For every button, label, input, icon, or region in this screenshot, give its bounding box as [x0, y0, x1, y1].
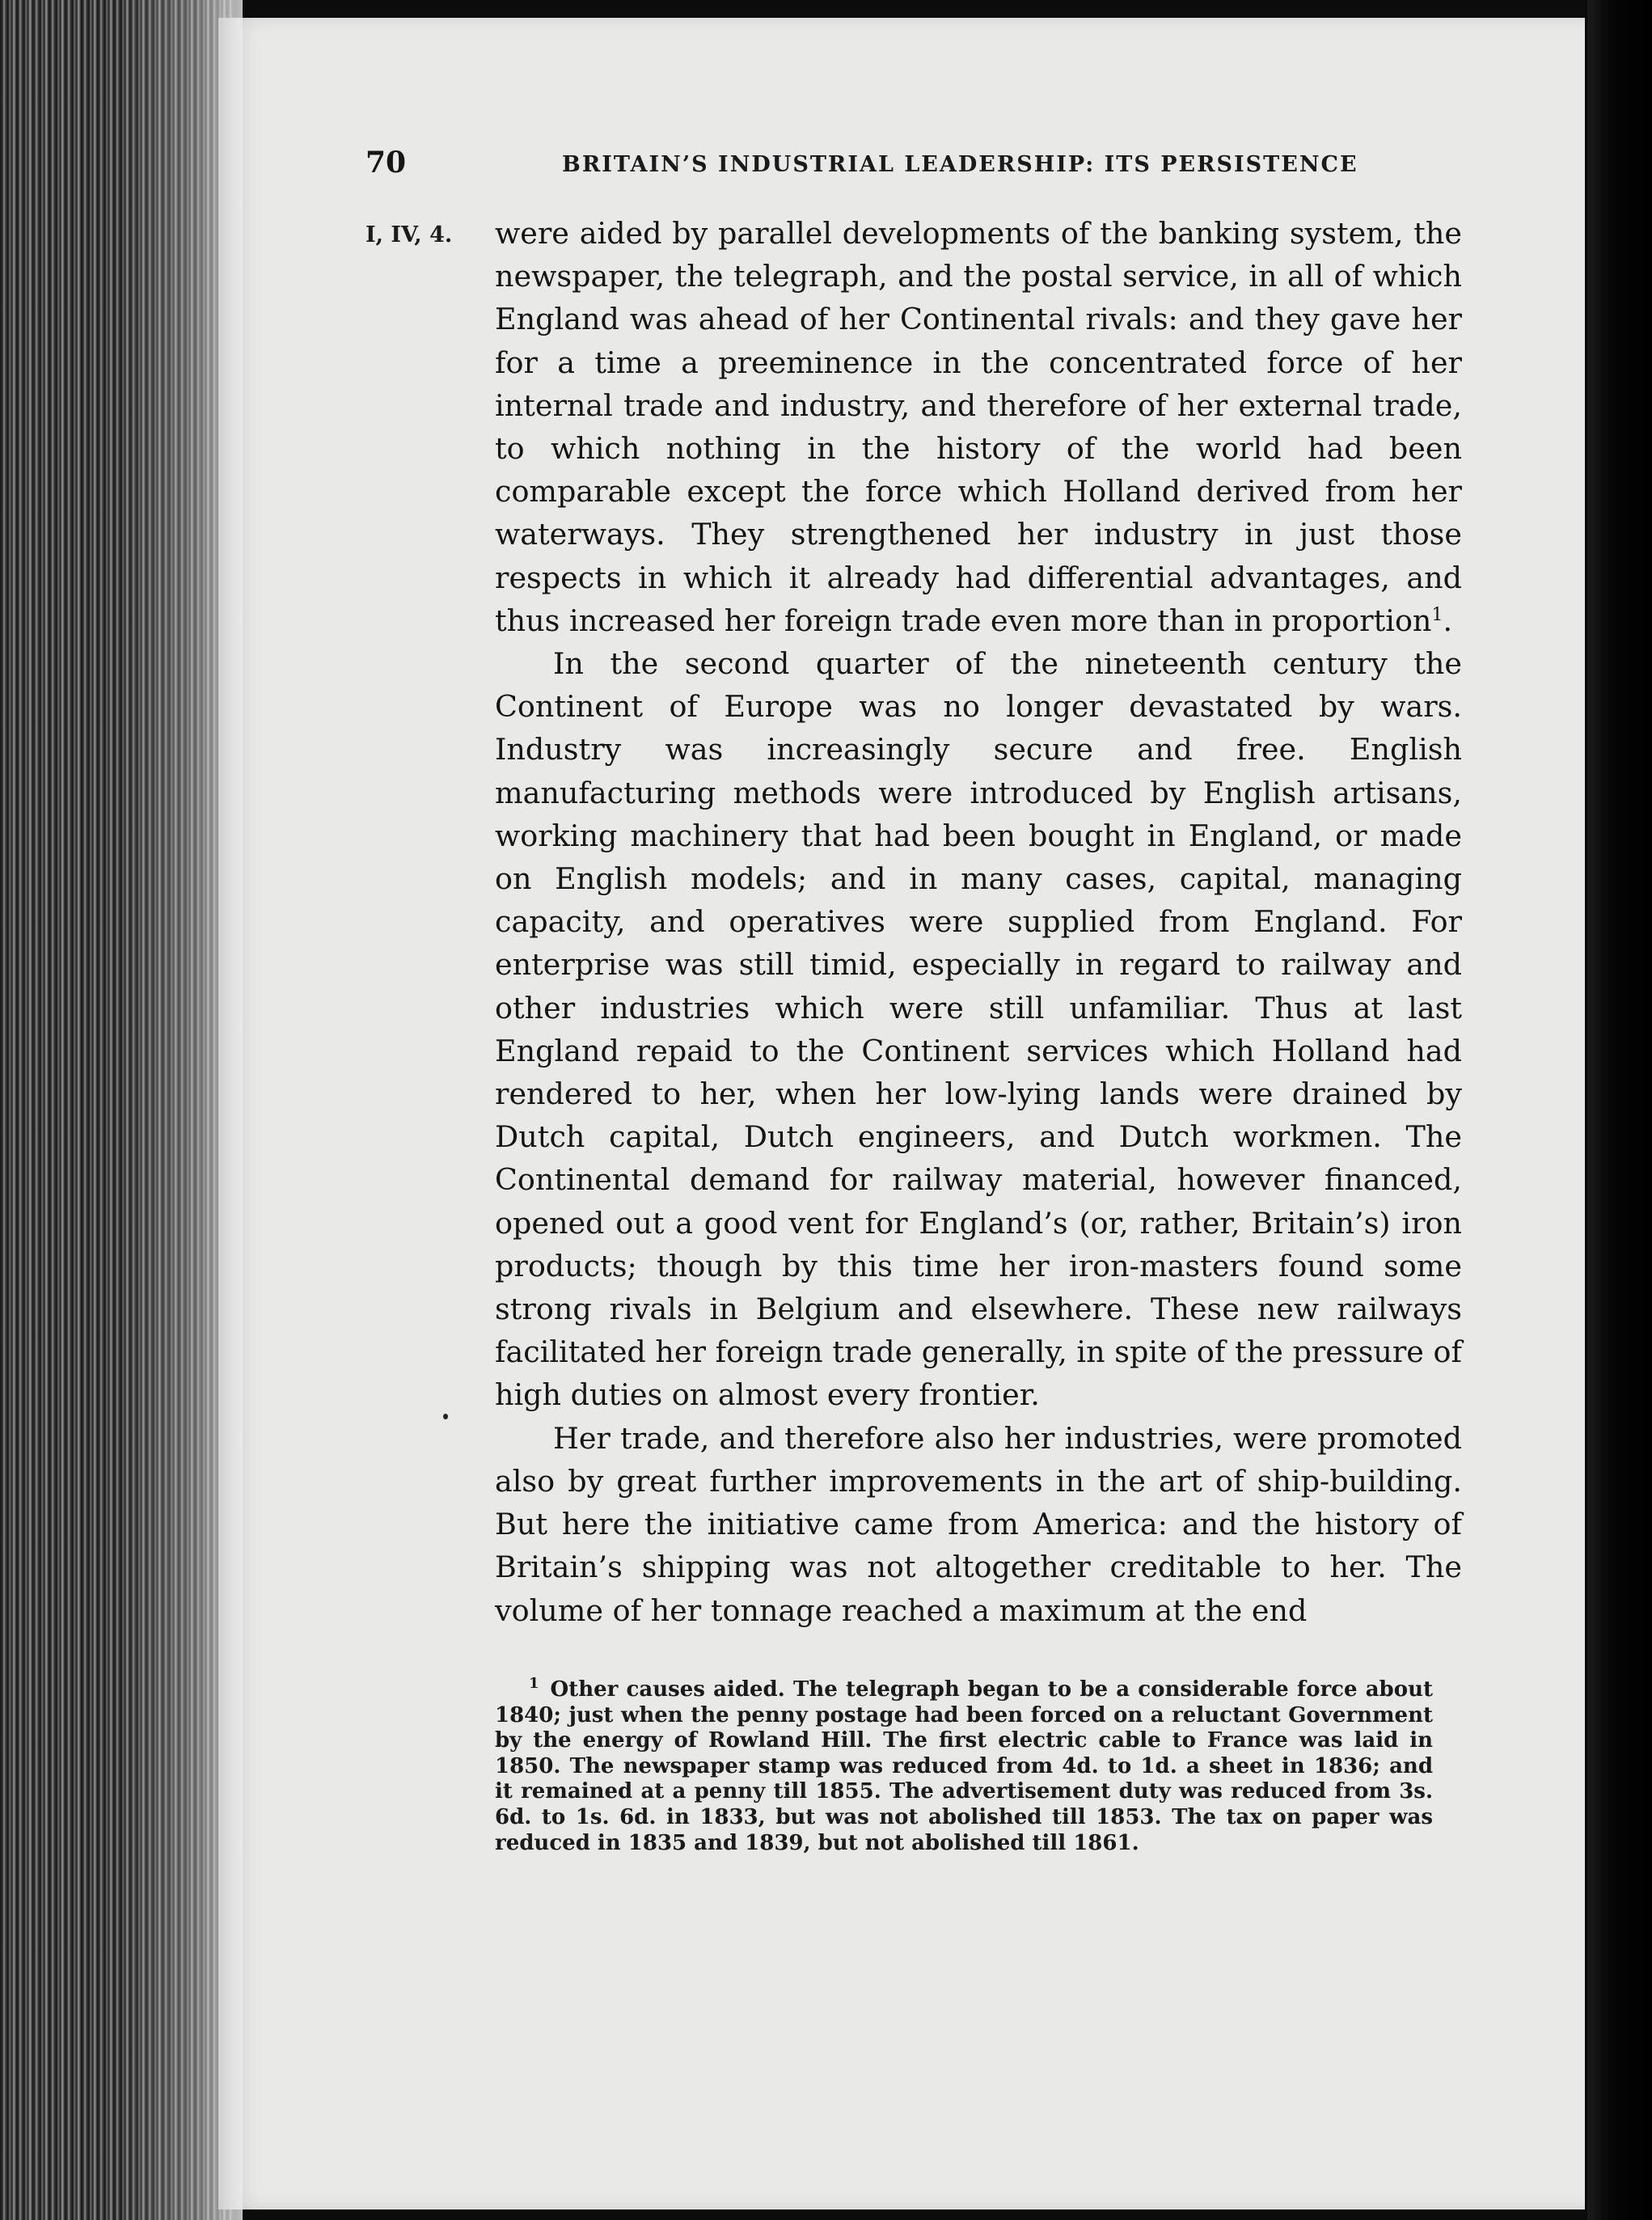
page-header: [365, 146, 1391, 186]
footnotes: [495, 1677, 1433, 1856]
ink-speck: [443, 1414, 448, 1419]
footnote-1: [495, 1677, 1433, 1856]
page-number: 70: [365, 146, 407, 180]
footnote-marker: 1: [529, 1675, 539, 1693]
book-right-edge: [1587, 0, 1652, 2220]
paragraph-1-tail: .: [1443, 603, 1453, 638]
footnote-text: Other causes aided. The telegraph began to be a considerable force about 1840; just when the penny postage had been forced on a reluctant Government by the energy of Rowland Hill. The first electric cable to France was laid in 1850. The newspaper stamp was reduced from 4d. to 1d. a sheet in 1836; and it remained at a penny till 1855. The advertisement duty was reduced from 3s. 6d. to 1s. 6d. in 1833, but was not abolished till 1853. The tax on paper was reduced in 1835 and 1839, but not abolished till 1861.: [495, 1677, 1433, 1855]
paragraph-1: [495, 212, 1462, 642]
paragraph-3: Her trade, and therefore also her industries, were promoted also by great further improvements in the art of ship-building. But here the initiative came from America: and the history of Britain’s shipping was not altogether creditable to her. The volume of her tonnage reached a maximum at the end: [495, 1420, 1462, 1628]
paragraph-1-text: were aided by parallel developments of the banking system, the newspaper, the telegraph, and the postal service, in all of which England was ahead of her Continental rivals: and they gave her for a time a preeminence in the concentrated force of her internal trade and industry, and therefore of her external trade, to which nothing in the history of the world had been comparable except the force which Holland derived from her waterways. They strengthened her industry in just those respects in which it already had differential advantages, and thus increased her foreign trade even more than in proportion: [495, 216, 1462, 638]
margin-reference: I, IV, 4.: [365, 222, 453, 247]
page-gutter-shadow: [121, 0, 243, 2220]
paragraph-2: In the second quarter of the nineteenth century the Continent of Europe was no longer devastated by wars. Industry was increasingly secure and free. English manufacturing methods were introduced by English artisans, working machinery that had been bought in England, or made on English models; and in many cases, capital, managing capacity, and operatives were supplied from England. For enterprise was still timid, especially in regard to railway and other industries which were still unfamiliar. Thus at last England repaid to the Continent services which Holland had rendered to her, when her low-lying lands were drained by Dutch capital, Dutch engineers, and Dutch workmen. The Continental demand for railway material, however financed, opened out a good vent for England’s (or, rather, Britain’s) iron products; though by this time her iron-masters found some strong rivals in Belgium and elsewhere. These new railways facilitated her foreign trade generally, in spite of the pressure of high duties on almost every frontier.: [495, 646, 1462, 1413]
footnote-reference: 1: [1431, 604, 1443, 625]
running-head: BRITAIN’S INDUSTRIAL LEADERSHIP: ITS PERSISTENCE: [562, 152, 1358, 177]
body-text: [495, 212, 1462, 1632]
